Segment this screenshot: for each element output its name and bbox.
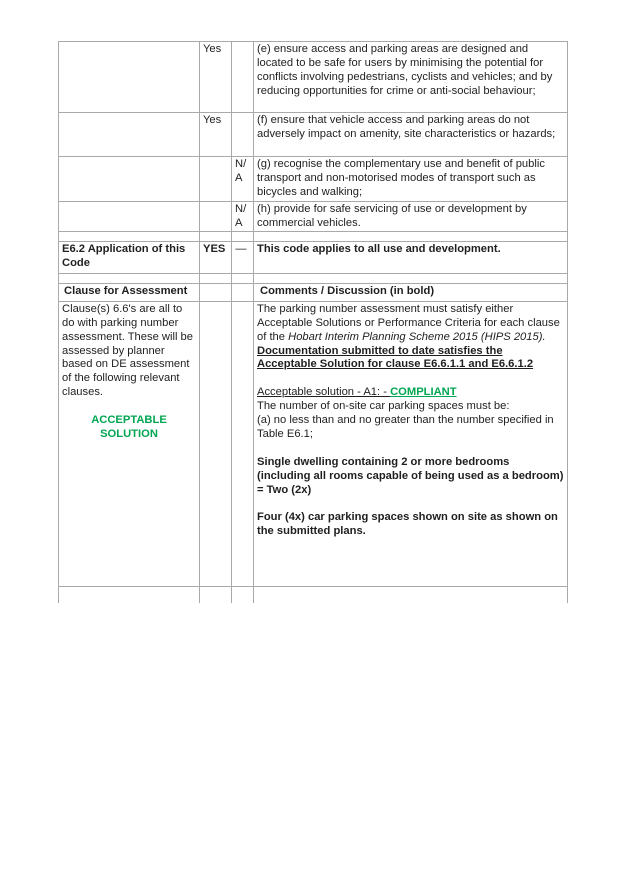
comment-intro-text: The parking number assessment must satisfy either Acceptable Solutions or Performance Criteria for each clause of the <box>257 302 560 343</box>
blank-line <box>257 372 564 386</box>
objective-row-h <box>59 202 568 232</box>
dwelling-requirement-text: Single dwelling containing 2 or more bedrooms (including all rooms capable of being used as a bedroom) = Two (2x) <box>257 455 564 496</box>
empty-cell <box>59 157 200 202</box>
comment-intro-paragraph <box>257 303 564 345</box>
requirement-intro-text: The number of on-site car parking spaces must be: <box>257 400 510 413</box>
planning-scheme-title: Hobart Interim Planning Scheme 2015 (HIPS 2015). <box>288 330 546 343</box>
comments-header-cell: Comments / Discussion (in bold) <box>254 283 568 301</box>
solution-heading-paragraph <box>257 386 564 400</box>
application-row <box>59 241 568 273</box>
requirement-item-text: (a) no less than and no greater than the number specified in Table E6.1; <box>257 414 554 440</box>
empty-cell <box>232 301 254 586</box>
spacer-row <box>59 231 568 241</box>
comments-cell <box>254 301 568 586</box>
assessment-header-row <box>59 283 568 301</box>
objective-row-e <box>59 42 568 113</box>
objective-text: (g) recognise the complementary use and benefit of public transport and non-motorised modes of transport such as bicycles and walking; <box>254 157 568 202</box>
blank-line <box>257 497 564 511</box>
clause-description-text: Clause(s) 6.6's are all to do with parking number assessment. These will be assessed by planner based on DE assessment of the following relevant clauses. <box>62 302 193 399</box>
truncated-row <box>59 586 568 603</box>
empty-cell <box>200 283 232 301</box>
empty-cell <box>59 273 200 283</box>
empty-cell <box>59 42 200 113</box>
objective-text: (e) ensure access and parking areas are designed and located to be safe for users by minimising the potential for conflicts involving pedestrians, cyclists and vehicles; and by reducing opportunities for crime or anti-social behaviour; <box>254 42 568 113</box>
blank-line <box>257 442 564 456</box>
empty-cell <box>232 283 254 301</box>
empty-cell <box>200 231 232 241</box>
empty-cell <box>59 113 200 157</box>
empty-cell <box>59 586 200 603</box>
answer-cell <box>200 157 232 202</box>
application-dash-cell: — <box>232 241 254 273</box>
empty-cell <box>59 202 200 232</box>
application-clause-cell: E6.2 Application of this Code <box>59 241 200 273</box>
na-cell <box>232 42 254 113</box>
assessment-table <box>58 41 568 603</box>
empty-cell <box>200 273 232 283</box>
clause-description-cell <box>59 301 200 586</box>
acceptable-solution-label: ACCEPTABLE SOLUTION <box>91 414 167 440</box>
empty-cell <box>59 231 200 241</box>
site-provision-text: Four (4x) car parking spaces shown on site as shown on the submitted plans. <box>257 511 558 538</box>
answer-cell <box>200 202 232 232</box>
documentation-statement: Documentation submitted to date satisfies the Acceptable Solution for clause E6.6.1.1 and E6.6.1.2 <box>257 344 534 371</box>
empty-cell <box>254 273 568 283</box>
objective-row-g <box>59 157 568 202</box>
na-cell <box>232 113 254 157</box>
empty-cell <box>254 231 568 241</box>
empty-cell <box>200 301 232 586</box>
empty-cell <box>232 231 254 241</box>
answer-cell: Yes <box>200 42 232 113</box>
solution-heading-text: Acceptable solution - A1: - <box>257 386 391 399</box>
na-cell: N/A <box>232 202 254 232</box>
compliance-status-badge: COMPLIANT <box>390 386 457 399</box>
spacer-row <box>59 273 568 283</box>
objective-row-f <box>59 113 568 157</box>
blank-line <box>62 400 196 414</box>
na-cell: N/A <box>232 157 254 202</box>
answer-cell: Yes <box>200 113 232 157</box>
empty-cell <box>232 586 254 603</box>
empty-cell <box>200 586 232 603</box>
empty-cell <box>232 273 254 283</box>
empty-cell <box>254 586 568 603</box>
application-answer-cell: YES <box>200 241 232 273</box>
objective-text: (f) ensure that vehicle access and parking areas do not adversely impact on amenity, site characteristics or hazards; <box>254 113 568 157</box>
objective-text: (h) provide for safe servicing of use or development by commercial vehicles. <box>254 202 568 232</box>
clause-header-cell: Clause for Assessment <box>59 283 200 301</box>
application-comment-cell: This code applies to all use and development. <box>254 241 568 273</box>
assessment-detail-row <box>59 301 568 586</box>
